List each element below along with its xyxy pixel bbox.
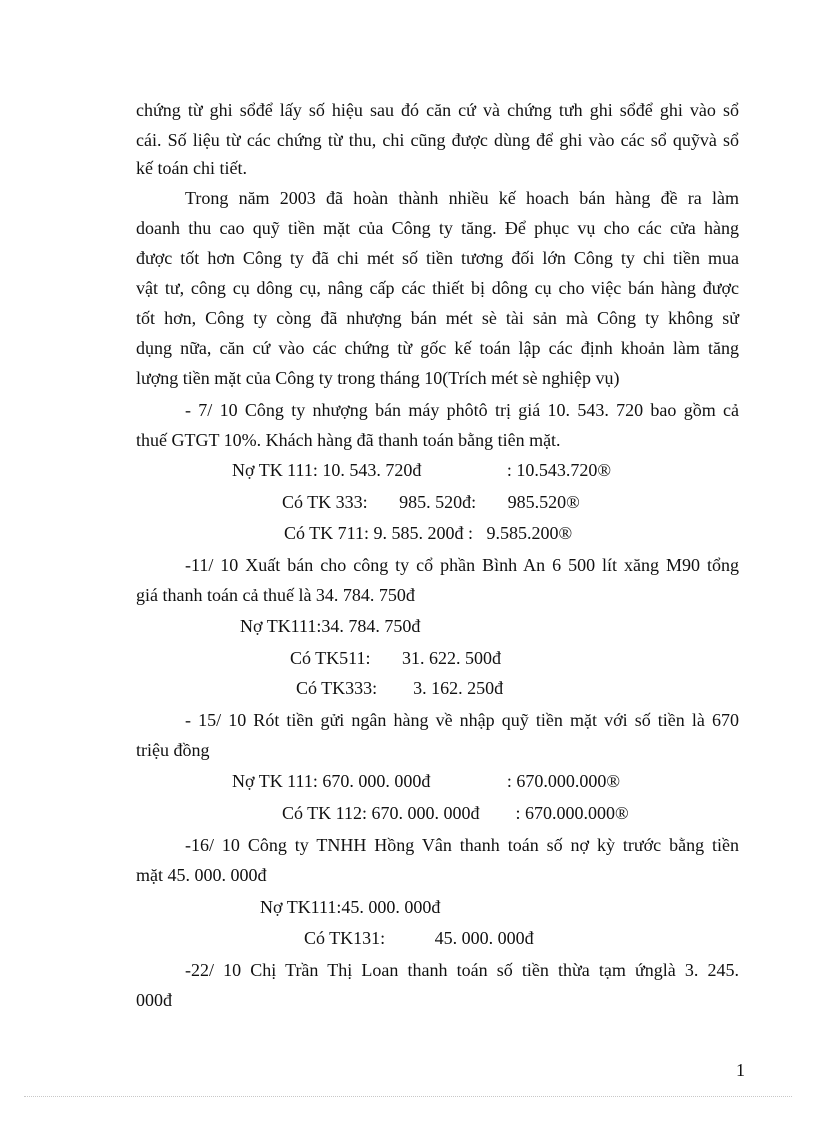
paragraph-line: vật tư, công cụ dông cụ, nâng cấp các thiết bị dông cụ cho việc bán hàng được — [136, 278, 739, 298]
journal-entry-line: Nợ TK111:34. 784. 750đ — [240, 616, 421, 636]
paragraph-line: được tốt hơn Công ty đã chi mét số tiền tương đối lớn Công ty chi tiền mua — [136, 248, 739, 268]
paragraph-line: dụng nữa, căn cứ vào các chứng từ gốc kế toán lập các định khoản làm tăng — [136, 338, 739, 358]
journal-entry-line: Có TK333: 3. 162. 250đ — [296, 678, 504, 698]
paragraph-line: triệu đồng — [136, 740, 210, 760]
journal-entry-line: Nợ TK 111: 670. 000. 000đ : 670.000.000® — [232, 771, 621, 791]
page-number: 1 — [736, 1060, 745, 1080]
journal-entry-line: Có TK 333: 985. 520đ: 985.520® — [282, 492, 580, 512]
paragraph-line: -22/ 10 Chị Trần Thị Loan thanh toán số tiền thừa tạm ứnglà 3. 245. — [185, 960, 739, 980]
journal-entry-line: Có TK 112: 670. 000. 000đ : 670.000.000® — [282, 803, 629, 823]
journal-entry-line: Có TK 711: 9. 585. 200đ : 9.585.200® — [284, 523, 573, 543]
paragraph-line: cái. Số liệu từ các chứng từ thu, chi cũng được dùng để ghi vào các sổ quỹvà sổ — [136, 130, 739, 150]
paragraph-line: tốt hơn, Công ty còng đã nhượng bán mét sè tài sản mà Công ty không sử — [136, 308, 739, 328]
paragraph-line: -16/ 10 Công ty TNHH Hồng Vân thanh toán số nợ kỳ trước bằng tiền — [185, 835, 739, 855]
paragraph-line: lượng tiền mặt của Công ty trong tháng 10(Trích mét sè nghiệp vụ) — [136, 368, 620, 388]
paragraph-line: mặt 45. 000. 000đ — [136, 865, 267, 885]
paragraph-line: 000đ — [136, 990, 172, 1010]
paragraph-line: Trong năm 2003 đã hoàn thành nhiều kế hoach bán hàng đề ra làm — [185, 188, 739, 208]
paragraph-line: doanh thu cao quỹ tiền mặt của Công ty tăng. Để phục vụ cho các cửa hàng — [136, 218, 739, 238]
journal-entry-line: Có TK131: 45. 000. 000đ — [304, 928, 534, 948]
paragraph-line: - 7/ 10 Công ty nhượng bán máy phôtô trị giá 10. 543. 720 bao gồm cả — [185, 400, 739, 420]
paragraph-line: -11/ 10 Xuất bán cho công ty cổ phần Bình An 6 500 lít xăng M90 tổng — [185, 555, 739, 575]
paragraph-line: giá thanh toán cả thuế là 34. 784. 750đ — [136, 585, 415, 605]
paragraph-line: kế toán chi tiết. — [136, 158, 247, 178]
paragraph-line: thuế GTGT 10%. Khách hàng đã thanh toán bằng tiên mặt. — [136, 430, 561, 450]
footer-divider — [24, 1096, 792, 1097]
paragraph-line: - 15/ 10 Rót tiền gửi ngân hàng về nhập quỹ tiền mặt với số tiền là 670 — [185, 710, 739, 730]
paragraph-line: chứng từ ghi sổđể lấy số hiệu sau đó căn cứ và chứng tưh ghi sổđể ghi vào sổ — [136, 100, 739, 120]
journal-entry-line: Nợ TK111:45. 000. 000đ — [260, 897, 441, 917]
journal-entry-line: Có TK511: 31. 622. 500đ — [290, 648, 502, 668]
journal-entry-line: Nợ TK 111: 10. 543. 720đ : 10.543.720® — [232, 460, 612, 480]
